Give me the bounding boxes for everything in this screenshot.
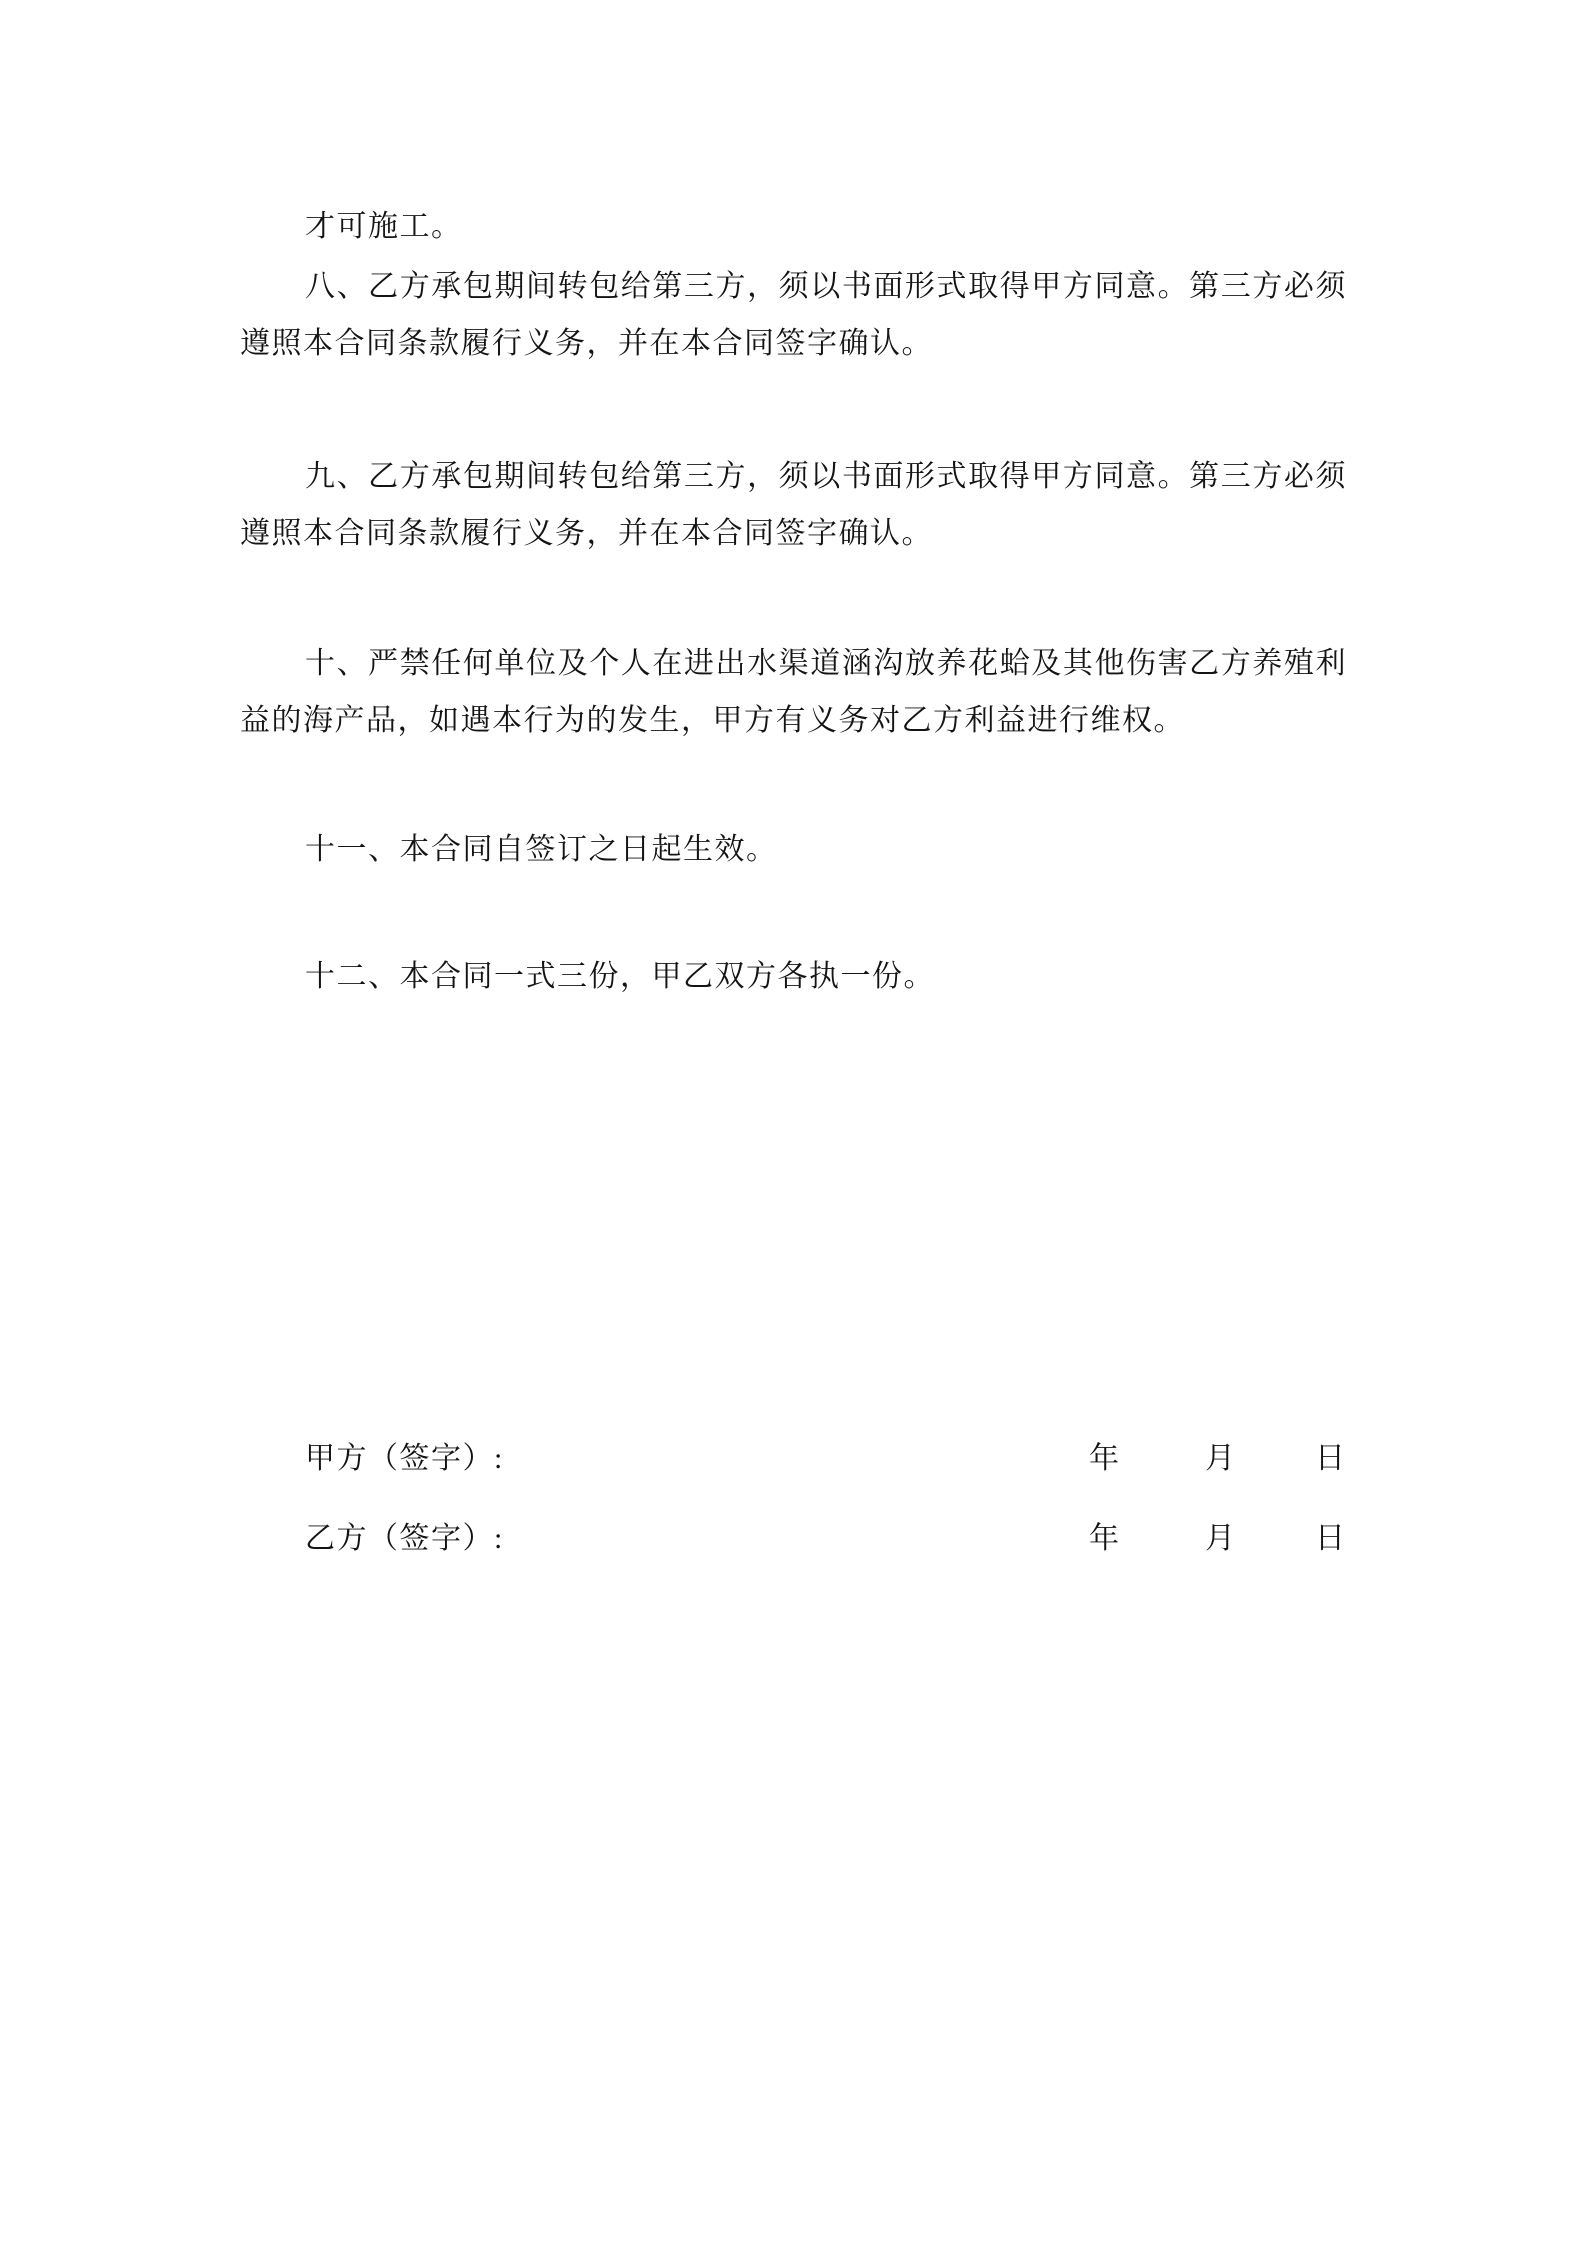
party-a-month-label: 月	[1205, 1442, 1237, 1475]
clause-7-tail-text: 才可施工。	[305, 210, 463, 243]
party-b-year-label: 年	[1089, 1522, 1121, 1555]
clause-8-text: 八、乙方承包期间转包给第三方，须以书面形式取得甲方同意。第三方必须遵照本合同条款履行义务，并在本合同签字确认。	[240, 270, 1347, 360]
party-a-year-label: 年	[1089, 1442, 1121, 1475]
contract-text-block	[240, 198, 1347, 1567]
party-b-signature-row	[240, 1510, 1347, 1567]
party-a-signature-label: 甲方（签字）:	[305, 1442, 504, 1475]
clause-12-text: 十二、本合同一式三份，甲乙双方各执一份。	[305, 960, 935, 993]
party-b-day-label: 日	[1315, 1522, 1347, 1555]
clause-11-text: 十一、本合同自签订之日起生效。	[305, 833, 778, 866]
party-a-signature-row	[240, 1430, 1347, 1487]
party-b-signature-label: 乙方（签字）:	[305, 1522, 504, 1555]
party-b-month-label: 月	[1205, 1522, 1237, 1555]
party-a-day-label: 日	[1315, 1442, 1347, 1475]
clause-9-text: 九、乙方承包期间转包给第三方，须以书面形式取得甲方同意。第三方必须遵照本合同条款履行义务，并在本合同签字确认。	[240, 460, 1347, 550]
clause-10-text: 十、严禁任何单位及个人在进出水渠道涵沟放养花蛤及其他伤害乙方养殖利益的海产品，如遇本行为的发生，甲方有义务对乙方利益进行维权。	[240, 647, 1347, 737]
